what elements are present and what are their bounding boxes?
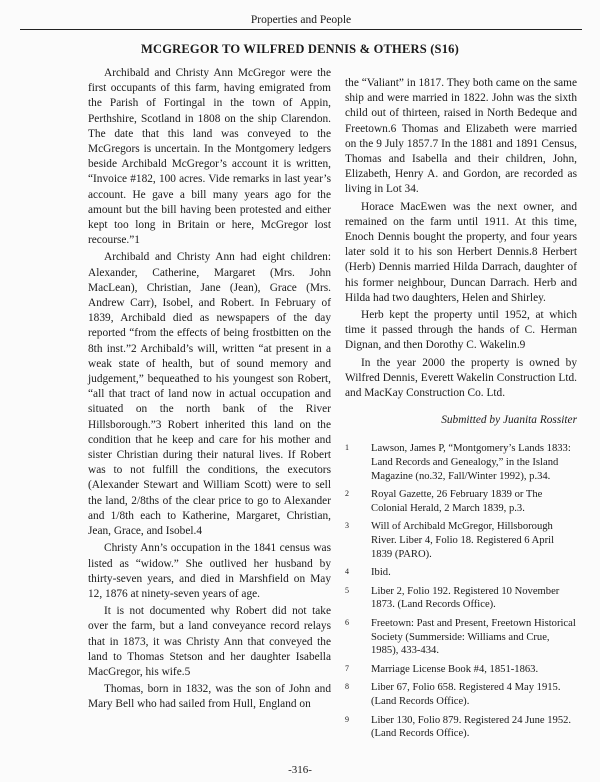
paragraph: the “Valiant” in 1817. They both came on the same ship and were married in 1822. John was the sixth child out of thirteen, raised in North Bedeque and Freetown.6 Thomas and Elizabeth were married on the 9 July 1857.7 In the 1881 and 1891 Census, Thomas and Isabella and their children, John, Elizabeth, Henry A. and Gordon, are recorded as living in Lot 34. bbox=[345, 77, 577, 196]
right-column bbox=[345, 76, 577, 746]
paragraph: Archibald and Christy Ann McGregor were the first occupants of this farm, having emigrated from the Parish of Fortingal in the town of Appin, Perthshire, Scotland in 1808 on the ship Clarendon. The date that this land was conveyed to the McGregors is uncertain. In the Montgomery ledgers beside Archibald McGregor’s account it is written, “Invoice #182, 100 acres. Vide remarks in last year’s account. He gave a bill many years ago for the amount but the bill having been protested and either kept too long in Britain or here, McGregor lost recourse.”1 bbox=[88, 67, 331, 247]
footnote-number: 9 bbox=[345, 714, 349, 724]
footnote bbox=[345, 617, 577, 658]
footnote bbox=[345, 585, 577, 612]
footnote-number: 5 bbox=[345, 585, 349, 595]
footnote bbox=[345, 520, 577, 561]
footnote bbox=[345, 566, 577, 580]
footnote-number: 3 bbox=[345, 521, 349, 531]
paragraph: Thomas, born in 1832, was the son of John and Mary Bell who had sailed from Hull, England on bbox=[88, 683, 331, 711]
footnote-text: Royal Gazette, 26 February 1839 or The Colonial Herald, 2 March 1839, p.3. bbox=[371, 489, 543, 514]
paragraph: In the year 2000 the property is owned by Wilfred Dennis, Everett Wakelin Construction Ltd. and MacKay Construction Co. Ltd. bbox=[345, 356, 577, 400]
footnote-text: Freetown: Past and Present, Freetown Historical Society (Summerside: Williams and Crue, 1985), 433-434. bbox=[371, 618, 576, 657]
footnote-number: 1 bbox=[345, 443, 349, 453]
footnotes-list bbox=[345, 442, 577, 740]
footnote-number: 7 bbox=[345, 663, 349, 673]
footnote-text: Liber 67, Folio 658. Registered 4 May 1915. (Land Records Office). bbox=[371, 682, 561, 707]
footnote-text: Ibid. bbox=[371, 567, 391, 579]
left-column bbox=[88, 66, 331, 715]
paragraph: It is not documented why Robert did not take over the farm, but a land conveyance record relays that in 1873, it was Christy Ann that conveyed the land to Thomas Stetson and her daughter Isabella MacGregor, his wife.5 bbox=[88, 605, 331, 678]
footnote bbox=[345, 488, 577, 515]
byline: Submitted by Juanita Rossiter bbox=[441, 414, 577, 427]
footnote bbox=[345, 681, 577, 708]
footnote-number: 6 bbox=[345, 618, 349, 627]
footnote bbox=[345, 663, 577, 677]
footnote bbox=[345, 442, 577, 483]
footnote-text: Marriage License Book #4, 1851-1863. bbox=[371, 663, 539, 675]
footnote-text: Will of Archibald McGregor, Hillsborough River. Liber 4, Folio 18. Registered 6 April 1839 (PARO). bbox=[371, 521, 555, 560]
article-title: MCGREGOR TO WILFRED DENNIS & OTHERS (S16) bbox=[141, 42, 459, 56]
footnote-text: Liber 2, Folio 192. Registered 10 November 1873. (Land Records Office). bbox=[371, 585, 560, 611]
footnote-number: 4 bbox=[345, 567, 349, 577]
footnote-number: 2 bbox=[345, 489, 349, 499]
paragraph: Christy Ann’s occupation in the 1841 census was listed as “widow.” She outlived her husband by thirty-seven years, and died in Marshfield on May 12, 1876 at ninety-seven years of age. bbox=[88, 542, 331, 600]
paragraph: Archibald and Christy Ann had eight children: Alexander, Catherine, Margaret (Mrs. John MacLean), Christian, Jane (Jean), Grace (Mrs. Andrew Carr), Isobel, and Robert. In February of 1839, Archibald died as newspapers of the day reported “from the effects of being frostbitten on the 8th inst.”2 Archibald’s will, written “at present in a weak state of health, but of sound memory and judgement,” bequeathed to his youngest son Robert, “all that tract of land now in actual occupation and situated on the north bank of the River Hillsborough.”3 Robert inherited this land on the condition that he keep and care for his mother and sister Christian during their natural lives. If Robert was to not fulfill the conditions, the executors (Alexander Stewart and William Scott) were to sell the land, 2/8ths of the clear price to go to Alexander and 1/8th each to Katherine, Margaret, Christian, Jean, Grace, and Isobel.4 bbox=[88, 251, 331, 538]
running-header: Properties and People bbox=[20, 14, 582, 30]
footnote bbox=[345, 714, 577, 741]
paragraph: Horace MacEwen was the next owner, and remained on the farm until 1911. At this time, Enoch Dennis bought the property, and four years later sold it to his son Herbert Dennis.8 Herbert (Herb) Dennis married Hilda Darrach, daughter of his former neighbour, Duncan Darrach. Herb and Hilda had two daughters, Helen and Shirley. bbox=[345, 200, 577, 304]
footnote-text: Liber 130, Folio 879. Registered 24 June 1952. (Land Records Office). bbox=[371, 714, 572, 740]
footnote-number: 8 bbox=[345, 682, 349, 692]
paragraph: Herb kept the property until 1952, at which time it passed through the hands of C. Herman Dignan, and then Dorothy C. Wakelin.9 bbox=[345, 309, 577, 352]
footnote-text: Lawson, James P, “Montgomery’s Lands 1833: Land Records and Genealogy,” in the Island Magazine (no.32, Fall/Winter 1992), p.34. bbox=[371, 443, 571, 482]
page-number: -316- bbox=[288, 764, 312, 776]
